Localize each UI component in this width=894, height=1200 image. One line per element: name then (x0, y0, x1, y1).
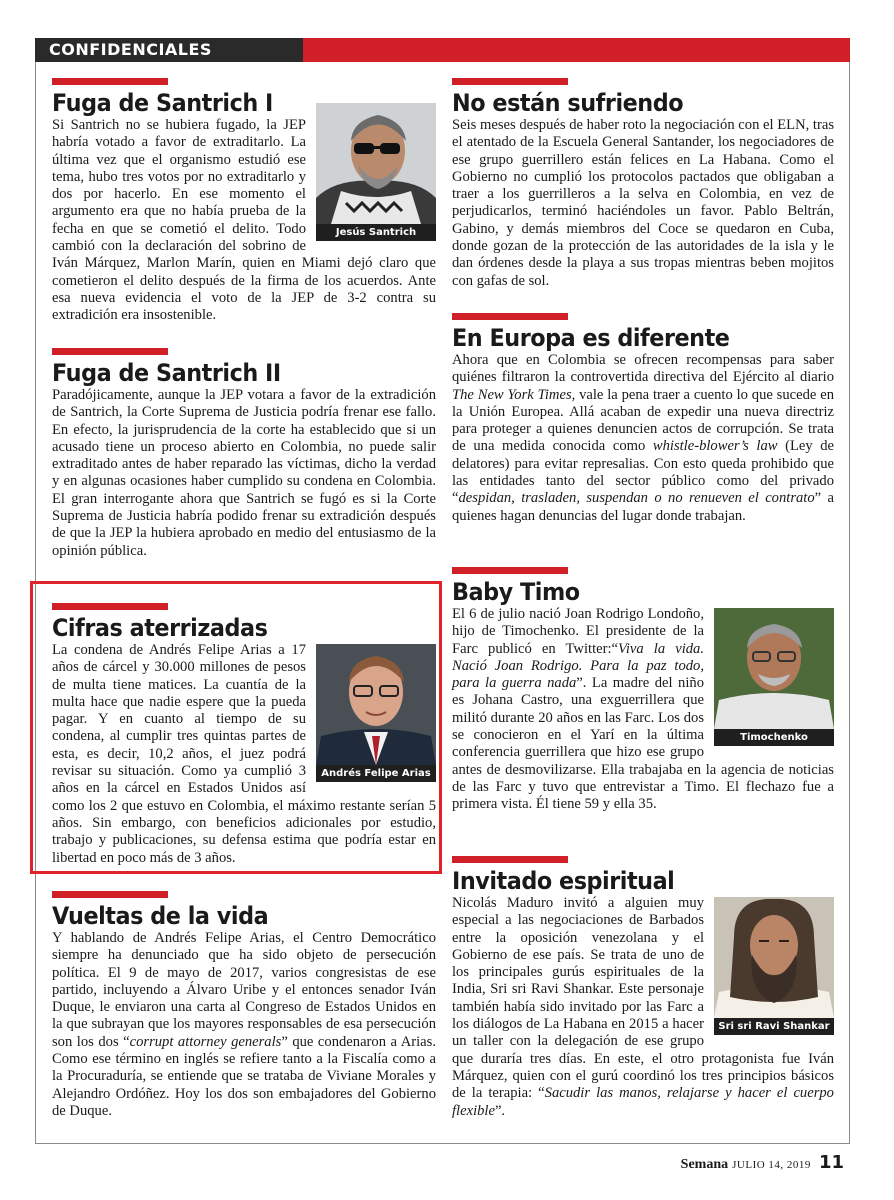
article-red-bar (52, 348, 168, 355)
article-red-bar (452, 856, 568, 863)
article-red-bar (52, 603, 168, 610)
article-body: Nicolás Maduro invitó a alguien muy especial a las negociaciones de Barbados entre la oposición venezolana y el Gobierno de ese país. Se trata de uno de los principales gurús espirituales de la India, Sri sri Ravi Shankar. Este personaje también había sido invitado por las Farc a los diálogos de La Habana en 2015 a hacer un taller con la delegación de ese grupo que duraría tres días. En este, el otro protagonista fue Iván Márquez, quien con el gurú coordinó los tres principios básicos de la terapia: “Sacudir las manos, relajarse y hacer el cuerpo flexible”. (452, 895, 834, 1119)
publication-name: Semana (680, 1157, 729, 1172)
page-footer (681, 1152, 844, 1173)
article-title: Cifras aterrizadas (52, 614, 268, 642)
section-label: CONFIDENCIALES (49, 40, 212, 59)
issue-date: JULIO 14, 2019 (732, 1159, 811, 1171)
article-title: Fuga de Santrich I (52, 89, 273, 117)
article-body: Si Santrich no se hubiera fugado, la JEP habría votado a favor de extraditarlo. La última vez que el organismo estudió ese tema, hubo tres votos por no extraditarlo y dos por hacerlo. En ese momento el argumento era que no había prueba de la fecha en que se cometió el delito. Todo cambió con la declaración del sobrino de Iván Márquez, Marlon Marín, quien en Miami dejó claro que cometieron el delito después de la firma de los acuerdos. Ante esa nueva evidencia el voto de la JEP de 3-2 contra su extradición era insostenible. (52, 117, 436, 324)
article-red-bar (52, 891, 168, 898)
article-body: Y hablando de Andrés Felipe Arias, el Centro Democrático siempre ha denunciado que ha sido objeto de persecución política. El 9 de mayo de 2017, varios congresistas de ese partido, incluyendo a Álvaro Uribe y el entonces senador Iván Duque, le enviaron una carta al Congreso de Estados Unidos en la que subrayan que los mayores responsables de esa persecución son los dos “corrupt attorney generals” que condenaron a Arias. Como ese término en inglés se refiere tanto a la Fiscalía como a la Procuraduría, se entiende que se trataba de Viviane Morales y Alejandro Ordóñez. Hoy los dos son embajadores del Gobierno de Duque. (52, 930, 436, 1119)
photo-caption: Timochenko (714, 729, 834, 746)
portrait-arias-icon (316, 644, 436, 765)
article-title: Invitado espiritual (452, 867, 675, 895)
photo-timochenko (714, 608, 834, 746)
article-body: Paradójicamente, aunque la JEP votara a favor de la extradición de Santrich, la Corte Suprema de Justicia podría frenar ese fallo. En efecto, la jurisprudencia de la corte ha establecido que si un acusado tiene un proceso abierto en Colombia, no puede salir extraditado antes de haber reparado las víctimas, dicho la verdad y en algunas ocasiones haber cumplido su condena en Colombia. El gran interrogante ahora que Santrich se fugó es si la Corte Suprema de Justicia habría podido frenar su extradición después de que la JEP la hubiera aprobado en medio del entusiasmo de la opinión pública. (52, 387, 436, 559)
photo-caption: Sri sri Ravi Shankar (714, 1018, 834, 1035)
article-en-europa-es-diferente (452, 313, 834, 525)
article-body: El 6 de julio nació Joan Rodrigo Londoño, hijo de Timochenko. El presidente de la Farc publicó en Twitter:“Viva la vida. Nació Joan Rodrigo. Para la paz todo, para la guerra nada”. La madre del niño es Johana Castro, una exguerrillera que militó durante 20 años en las Farc. Los dos se conocieron en el Yarí en la última conferencia guerrillera que hizo ese grupo antes de desmovilizarse. Ella trabajaba en la agencia de noticias de las Farc y tuvo que entrevistar a Timo. El flechazo fue a primera vista. Él tiene 59 y ella 35. (452, 606, 834, 813)
article-baby-timo (452, 567, 834, 814)
article-title: Vueltas de la vida (52, 902, 269, 930)
article-title: Baby Timo (452, 578, 580, 606)
photo-andres-felipe-arias (316, 644, 436, 782)
article-body: La condena de Andrés Felipe Arias a 17 años de cárcel y 30.000 millones de pesos de multa tiene matices. La cuantía de la multa hace que nadie espere que la pueda pagar. Y en cuanto al tiempo de su condena, al cumplir tres quintas partes de esta, es decir, 10,2 años, el juez podrá revisar su situación. Como ya cumplió 3 años en la cárcel en Estados Unidos así como los 2 que estuvo en Colombia, el máximo restante serían 5 años. Sin embargo, con beneficios adicionales por estudio, trabajo y publicaciones, su defensa estima que podría estar en libertad en poco más de 3 años. (52, 642, 436, 866)
article-title: No están sufriendo (452, 89, 684, 117)
article-body: Seis meses después de haber roto la negociación con el ELN, tras el atentado de la Escuela General Santander, los negociadores de ese grupo guerrillero están felices en La Habana. Como el Gobierno no cumplió los protocolos pactados que obligaban a traer a los guerrilleros a la selva en Colombia, en vez de perjudicarlos, terminó haciéndoles un favor. Pablo Beltrán, Gabino, y demás miembros del Coce se quedaron en Cuba, donde gozan de la protección de las autoridades de la isla y le dan órdenes desde la playa a sus tropas mientras beben mojitos con gafas de sol. (452, 117, 834, 289)
article-no-estan-sufriendo (452, 78, 834, 290)
article-invitado-espiritual (452, 856, 834, 1120)
section-header-red-band (303, 38, 850, 62)
photo-jesus-santrich (316, 103, 436, 241)
article-red-bar (52, 78, 168, 85)
article-body: Ahora que en Colombia se ofrecen recompensas para saber quiénes filtraron la controvertida directiva del Ejército al diario The New York Times, vale la pena traer a cuento lo que sucede en la Unión Europea. Allá acaban de expedir una nueva directriz para proteger a quienes denuncien actos de corrupción. Se trata de una medida conocida como whistle-blower’s law (Ley de delatores) para evitar represalias. Con esto queda prohibido que las entidades tanto del sector público como del privado “despidan, trasladen, suspendan o no renueven el contrato” a quienes hagan denuncias del lugar donde trabajan. (452, 352, 835, 524)
article-vueltas-de-la-vida (52, 891, 436, 1120)
article-red-bar (452, 78, 568, 85)
article-title: Fuga de Santrich II (52, 359, 281, 387)
portrait-timochenko-icon (714, 608, 834, 729)
photo-caption: Jesús Santrich (316, 224, 436, 241)
portrait-ravi-shankar-icon (714, 897, 834, 1018)
photo-caption: Andrés Felipe Arias (316, 765, 436, 782)
article-red-bar (452, 567, 568, 574)
article-fuga-santrich-1 (52, 78, 436, 325)
section-header (35, 38, 850, 62)
photo-sri-sri-ravi-shankar (714, 897, 834, 1035)
article-title: En Europa es diferente (452, 324, 730, 352)
portrait-santrich-icon (316, 103, 436, 224)
article-fuga-santrich-2 (52, 348, 436, 560)
article-cifras-aterrizadas (52, 603, 436, 867)
article-red-bar (452, 313, 568, 320)
page-number: 11 (818, 1152, 844, 1173)
